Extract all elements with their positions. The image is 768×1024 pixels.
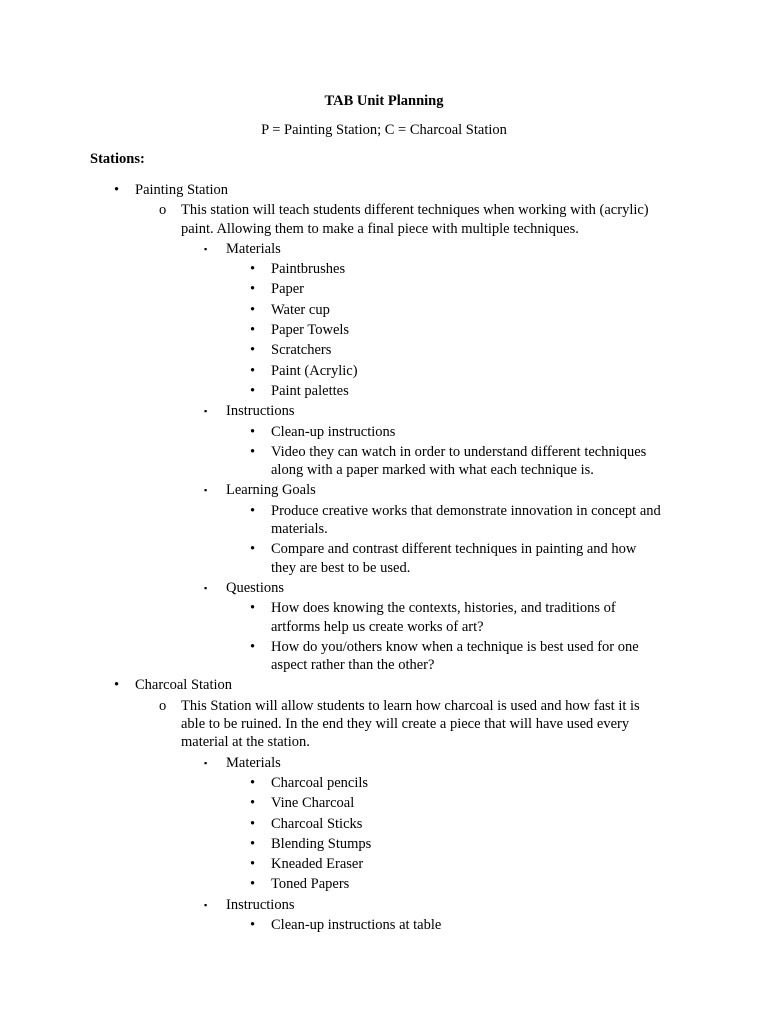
bullet-marker: • xyxy=(250,876,256,893)
list-item-text: Paintbrushes xyxy=(271,261,346,278)
list-item-text: Kneaded Eraser xyxy=(271,856,364,873)
list-item-continued xyxy=(0,618,768,638)
bullet-marker: • xyxy=(250,774,256,791)
list-item-text: Paper Towels xyxy=(271,322,350,339)
list-item-text: Produce creative works that demonstrate innovation in concept and xyxy=(271,502,661,519)
bullet-marker: o xyxy=(159,202,167,219)
list-item-continued xyxy=(0,656,768,676)
list-item xyxy=(0,794,768,814)
bullet-marker: • xyxy=(250,815,256,832)
station-name xyxy=(0,676,768,696)
list-item xyxy=(0,280,768,300)
list-item xyxy=(0,443,768,461)
list-item xyxy=(0,260,768,280)
list-item-text: Clean-up instructions xyxy=(271,423,396,440)
bullet-marker: ▪ xyxy=(204,899,208,910)
bullet-marker: • xyxy=(250,322,256,339)
page-title: TAB Unit Planning xyxy=(324,93,444,109)
list-item-text: Paint palettes xyxy=(271,382,349,399)
section-label xyxy=(0,240,768,260)
bullet-marker: • xyxy=(250,600,256,617)
list-item xyxy=(0,540,768,558)
station-description xyxy=(0,697,768,715)
list-item-text: How does knowing the contexts, histories, and traditions of xyxy=(271,600,616,617)
bullet-marker: ▪ xyxy=(204,243,208,254)
list-item-text: Blending Stumps xyxy=(271,835,372,852)
station-description xyxy=(0,201,768,219)
list-item xyxy=(0,321,768,341)
station-description-continued-text: paint. Allowing them to make a final piece with multiple techniques. xyxy=(181,220,579,237)
station-name-text: Charcoal Station xyxy=(135,677,233,694)
bullet-marker: • xyxy=(250,916,256,933)
bullet-marker: ▪ xyxy=(204,582,208,593)
section-label xyxy=(0,402,768,422)
section-label-text: Learning Goals xyxy=(226,482,316,499)
list-item-text: Video they can watch in order to understand different techniques xyxy=(271,443,647,460)
list-item-continued-text: along with a paper marked with what each technique is. xyxy=(271,462,594,479)
station-name xyxy=(0,181,768,201)
section-label xyxy=(0,754,768,774)
list-item xyxy=(0,599,768,617)
list-item xyxy=(0,423,768,443)
list-item xyxy=(0,362,768,382)
section-label-text: Materials xyxy=(226,754,281,771)
bullet-marker: • xyxy=(250,301,256,318)
bullet-marker: • xyxy=(250,638,256,655)
list-item-text: Compare and contrast different techniques in painting and how xyxy=(271,541,637,558)
list-item xyxy=(0,855,768,875)
section-label xyxy=(0,481,768,501)
list-item-text: Charcoal Sticks xyxy=(271,815,363,832)
bullet-marker: ▪ xyxy=(204,757,208,768)
list-item-text: Toned Papers xyxy=(271,876,350,893)
bullet-marker: • xyxy=(250,443,256,460)
bullet-marker: • xyxy=(250,541,256,558)
stations-list xyxy=(0,181,768,936)
list-item xyxy=(0,916,768,936)
section-label xyxy=(0,579,768,599)
list-item-continued xyxy=(0,559,768,579)
station-description-continued xyxy=(0,733,768,753)
list-item-text: Paper xyxy=(271,281,305,298)
section-label-text: Materials xyxy=(226,240,281,257)
bullet-marker: • xyxy=(250,281,256,298)
stations-heading: Stations: xyxy=(90,151,145,167)
list-item xyxy=(0,774,768,794)
list-item-continued xyxy=(0,461,768,481)
list-item xyxy=(0,341,768,361)
bullet-marker: • xyxy=(114,677,120,694)
station-description-text: This station will teach students different techniques when working with (acrylic) xyxy=(181,202,649,219)
bullet-marker: • xyxy=(250,502,256,519)
bullet-marker: o xyxy=(159,697,167,714)
list-item-continued-text: artforms help us create works of art? xyxy=(271,618,484,635)
section-label-text: Instructions xyxy=(226,896,295,913)
bullet-marker: • xyxy=(250,261,256,278)
station-description-continued xyxy=(0,220,768,240)
list-item-text: Paint (Acrylic) xyxy=(271,362,358,379)
station-description-continued-text: able to be ruined. In the end they will create a piece that will have used every xyxy=(181,716,630,733)
station-description-text: This Station will allow students to learn how charcoal is used and how fast it is xyxy=(181,697,640,714)
list-item-text: Scratchers xyxy=(271,342,332,359)
bullet-marker: • xyxy=(250,382,256,399)
list-item-continued-text: they are best to be used. xyxy=(271,559,411,576)
bullet-marker: • xyxy=(250,856,256,873)
list-item xyxy=(0,502,768,520)
section-label-text: Instructions xyxy=(226,403,295,420)
list-item xyxy=(0,875,768,895)
bullet-marker: ▪ xyxy=(204,485,208,496)
list-item-text: Vine Charcoal xyxy=(271,795,355,812)
bullet-marker: ▪ xyxy=(204,406,208,417)
page-subtitle: P = Painting Station; C = Charcoal Station xyxy=(261,122,507,138)
list-item xyxy=(0,835,768,855)
list-item-continued xyxy=(0,520,768,540)
bullet-marker: • xyxy=(114,182,120,198)
section-label xyxy=(0,896,768,916)
list-item xyxy=(0,638,768,656)
list-item-text: Charcoal pencils xyxy=(271,774,369,791)
station-description-continued xyxy=(0,715,768,733)
station-description-continued-text: material at the station. xyxy=(181,734,310,751)
bullet-marker: • xyxy=(250,362,256,379)
bullet-marker: • xyxy=(250,423,256,440)
station-name-text: Painting Station xyxy=(135,182,229,198)
list-item-text: Clean-up instructions at table xyxy=(271,916,442,933)
list-item xyxy=(0,301,768,321)
list-item-continued-text: aspect rather than the other? xyxy=(271,657,435,674)
bullet-marker: • xyxy=(250,835,256,852)
list-item xyxy=(0,382,768,402)
list-item xyxy=(0,815,768,835)
list-item-text: How do you/others know when a technique is best used for one xyxy=(271,638,639,655)
list-item-continued-text: materials. xyxy=(271,521,328,538)
bullet-marker: • xyxy=(250,342,256,359)
list-item-text: Water cup xyxy=(271,301,330,318)
bullet-marker: • xyxy=(250,795,256,812)
section-label-text: Questions xyxy=(226,579,284,596)
